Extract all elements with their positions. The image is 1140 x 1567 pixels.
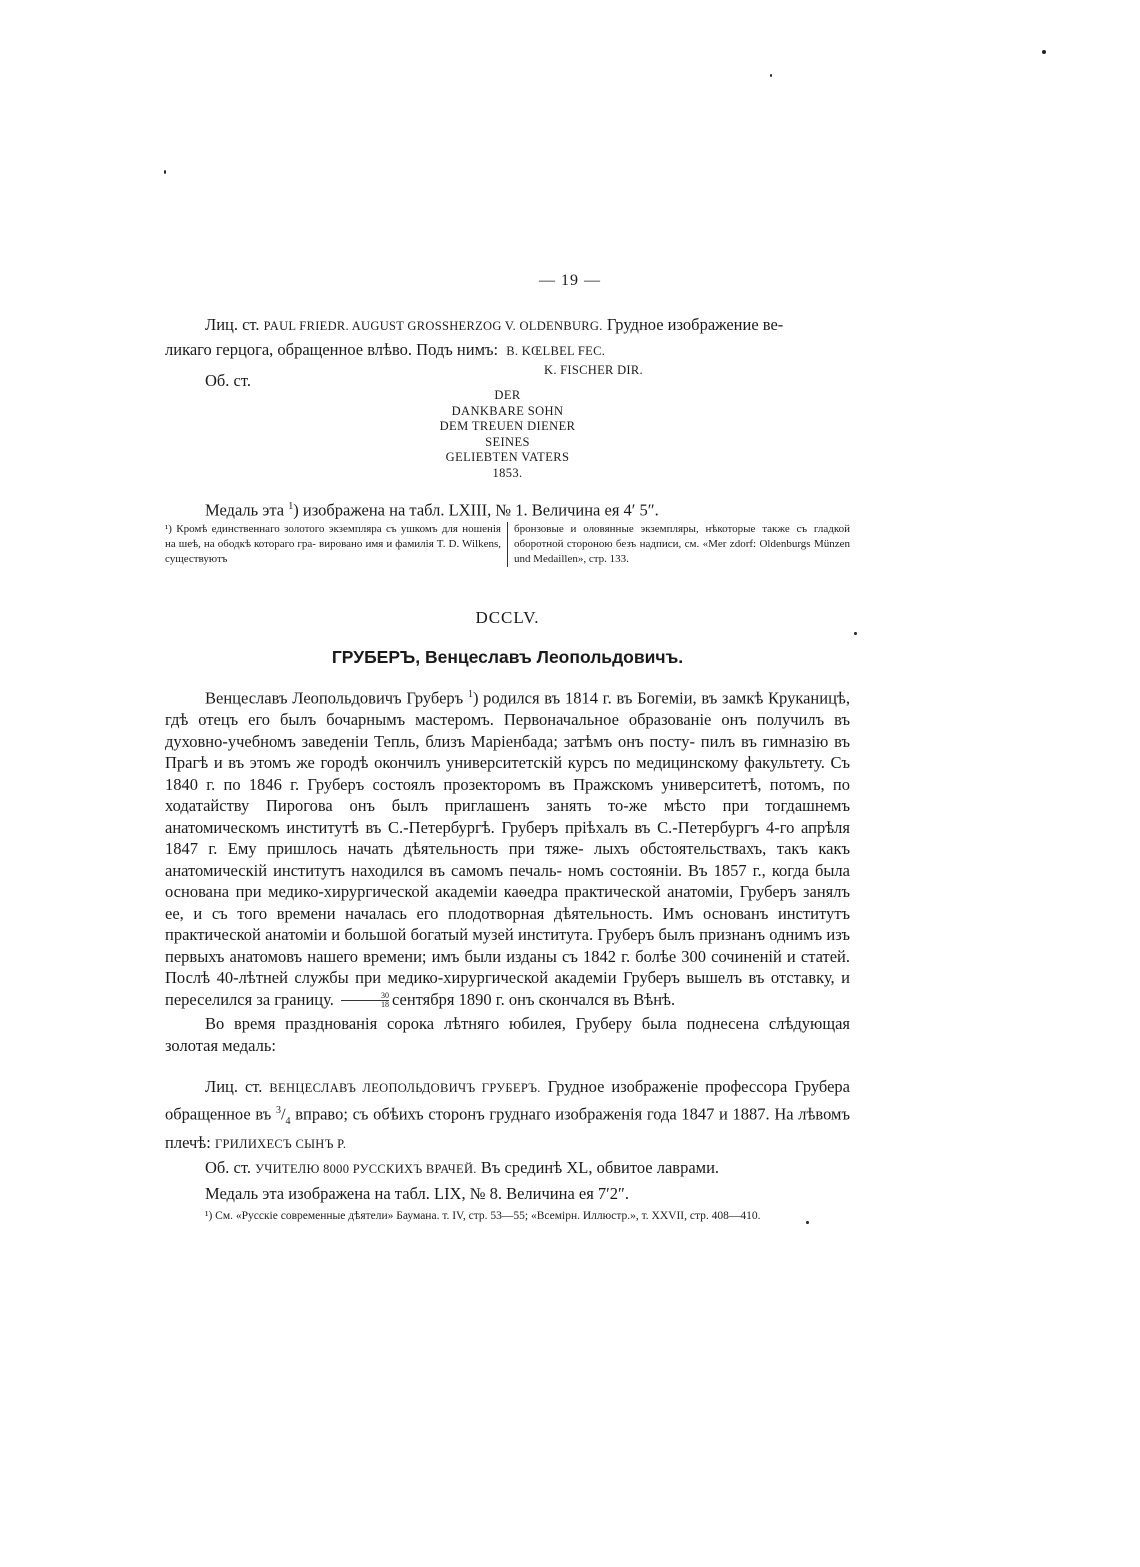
footnote-columns <box>165 522 850 567</box>
medal2-obverse-text-b: вправо; съ обѣихъ сторонъ груднаго изображенія года 1847 и 1887. На лѣвомъ плечѣ: <box>165 1104 851 1152</box>
footnote-mark: 1 <box>467 689 473 700</box>
medal1-obverse-text-b: ликаго герцога, обращенное влѣво. Подъ нимъ: <box>165 339 499 359</box>
legend-line: DER <box>494 388 521 402</box>
medal2-plate: Медаль эта изображена на табл. LIX, № 8. Величина ея 7′2″. <box>205 1183 630 1203</box>
date-fraction <box>341 992 389 1009</box>
footnote-left-column: ¹) Кромѣ единственнаго золотого экземпляра съ ушкомъ для ношенія на шеѣ, на ободкѣ котораго гра- вировано имя и фамилія T. D. Wilkens, существуютъ <box>165 522 508 567</box>
bio-text-c: сентября 1890 г. онъ скончался въ Вѣнѣ. <box>391 989 676 1009</box>
scan-speck <box>770 74 772 77</box>
medal2 <box>165 1076 850 1224</box>
section-number: DCCLV. <box>475 608 540 627</box>
medal2-reverse-legend: УЧИТЕЛЮ 8000 РУССКИХЪ ВРАЧЕЙ. <box>255 1162 477 1177</box>
footnote-mark: 1 <box>288 501 294 512</box>
medal1-plate-row <box>165 496 850 521</box>
bio-text-a: Венцеславъ Леопольдовичъ Груберъ <box>205 688 464 708</box>
legend-line: GELIEBTEN VATERS <box>445 450 570 464</box>
medal2-shoulder-inscription: ГРИЛИХЕСЪ СЫНЪ Р. <box>214 1136 347 1151</box>
legend-line: SEINES <box>485 434 530 449</box>
bio-text-b: ) родился въ 1814 г. въ Богеміи, въ замкѣ Круканицѣ, гдѣ отецъ его былъ бочарнымъ мастеромъ. Первоначальное образованіе онъ получилъ въ духовно-учебномъ заведеніи Тепль, близъ Маріенбада; затѣмъ онъ посту- пилъ въ гимназію въ Прагѣ и въ этомъ же городѣ окончилъ университетскій курсъ по медицинскому факультету. Съ 1840 г. по 1846 г. Груберъ состоялъ прозекторомъ въ Пражскомъ университетѣ, потомъ, по ходатайству Пирогова онъ былъ приглашенъ занять то-же мѣсто при тогдашнемъ анатомическомъ институтѣ въ С.-Петербургѣ. Груберъ пріѣхалъ въ С.-Петербургъ 4-го апрѣля 1847 г. Ему пришлось начать дѣятельность при тяже- лыхъ обстоятельствахъ, такъ какъ анатомическій институтъ находился въ самомъ печаль- номъ состояніи. Въ 1857 г., когда была основана при медико-хирургической академіи каѳедра практической анатоміи, Груберъ занялъ ее, и съ того времени началась его плодотворная дѣятельность. Имъ основанъ институтъ практической анатоміи и большой богатый музей института. Груберъ былъ признанъ однимъ изъ первыхъ анатомовъ нашего времени; имъ были изданы съ 1842 г. болѣе 300 сочиненій и статей. Послѣ 40-лѣтней службы при медико-хирургической академіи Груберъ вышелъ въ отставку, и переселился за границу. <box>165 688 850 1009</box>
medal2-obverse-legend: ВЕНЦЕСЛАВЪ ЛЕОПОЛЬДОВИЧЪ ГРУБЕРЪ. <box>269 1081 541 1095</box>
section-title: ГРУБЕРЪ, Венцеславъ Леопольдовичъ. <box>331 647 684 667</box>
medal2-reverse <box>165 1157 850 1181</box>
medal1-obverse-paragraph-2 <box>165 339 850 363</box>
footnote-right-column: бронзовые и оловянные экземпляры, нѣкоторые также съ гладкой оборотной стороною безъ надписи, см. «Mer zdorf: Oldenburgs Münzen und Medaillen», стр. 133. <box>514 523 850 565</box>
section-title-row <box>165 647 850 668</box>
medal1-signature-1: B. KŒLBEL FEC. <box>506 343 606 358</box>
medal2-obverse-label: Лиц. ст. <box>205 1077 263 1096</box>
medal1-plate-text-a: Медаль эта <box>205 500 285 520</box>
scan-speck <box>854 632 857 635</box>
legend-line: DEM TREUEN DIENER <box>439 419 576 433</box>
page-number: — 19 — <box>539 272 601 289</box>
scan-speck <box>1042 50 1046 54</box>
frac-num: 3 <box>275 1104 281 1116</box>
section-number-row <box>165 608 850 628</box>
medal1-obverse-paragraph <box>165 314 850 338</box>
biography <box>165 684 850 1056</box>
legend-line: DANKBARE SOHN <box>451 403 564 418</box>
medal2-obverse: Лиц. ст. ВЕНЦЕСЛАВЪ ЛЕОПОЛЬДОВИЧЪ ГРУБЕРЪ. Грудное изображеніе профессора Грубера обращенное въ $^3/_4$ вправо; съ обѣихъ сторонъ груднаго изображенія года 1847 и 1887. На лѣвомъ плечѣ: ГРИЛИХЕСЪ СЫНЪ Р. <box>165 1077 851 1152</box>
medal1-reverse-legend <box>165 388 850 481</box>
date-den: 18 <box>341 1000 389 1009</box>
medal1-plate-text-b: ) изображена на табл. LXIII, № 1. Величина ея 4′ 5″. <box>293 500 659 520</box>
medal1-obverse-label: Лиц. ст. <box>205 315 260 334</box>
medal2-reverse-label: Об. ст. <box>205 1158 251 1178</box>
date-num: 30 <box>380 991 389 1001</box>
medal1-plate-paragraph <box>165 496 850 521</box>
frac-den: 4 <box>285 1115 291 1127</box>
bio-paragraph-2: Во время празднованія сорока лѣтняго юбилея, Груберу была поднесена слѣдующая золотая медаль: <box>165 1014 850 1055</box>
bio-paragraph-1 <box>165 684 850 1010</box>
medal1-obverse-text-a: Грудное изображение ве- <box>606 315 784 334</box>
medal2-footnote: ¹) См. «Русскіе современные дѣятели» Баумана. т. IV, стр. 53—55; «Всемірн. Иллюстр.», т. XXVII, стр. 408—410. <box>205 1210 761 1223</box>
medal2-reverse-text: Въ срединѣ XL, обвитое лаврами. <box>480 1158 720 1178</box>
medal1-footnote <box>165 522 850 567</box>
scan-speck <box>164 170 166 174</box>
medal2-obverse-text-a: Грудное изображеніе профессора Грубера обращенное въ <box>165 1077 850 1123</box>
medal1-reverse-label: Об. ст. <box>205 371 251 390</box>
medal1-obverse <box>165 314 850 378</box>
legend-line: 1853. <box>492 465 523 480</box>
medal1-obverse-legend: PAUL FRIEDR. AUGUST GROSSHERZOG V. OLDENBURG. <box>263 319 603 333</box>
medal1-signature-2: K. FISCHER DIR. <box>544 363 643 377</box>
